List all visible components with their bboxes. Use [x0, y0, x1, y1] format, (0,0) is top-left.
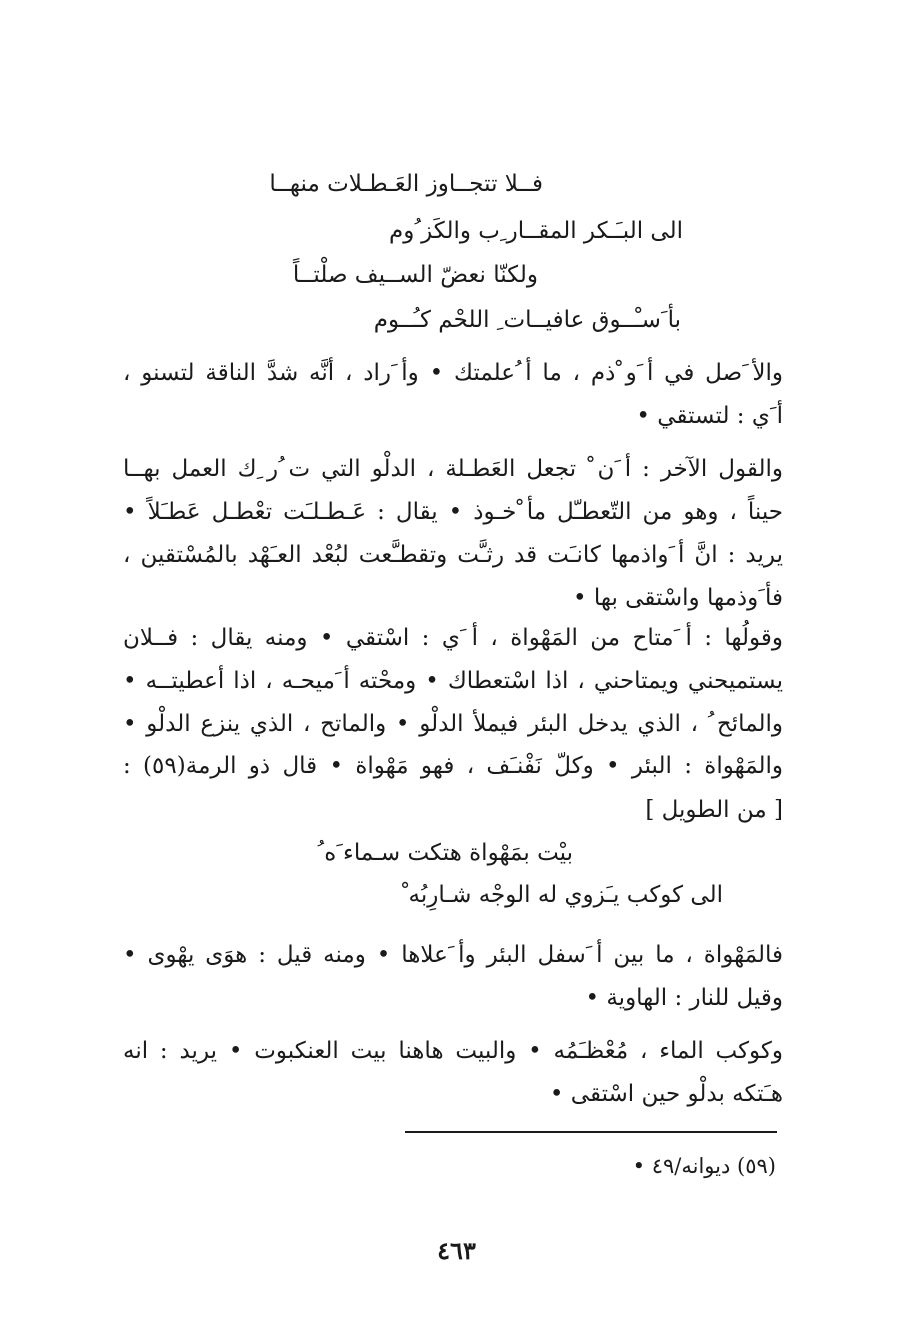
paragraph-1-line-2: أ َي : لتستقي • — [636, 403, 783, 429]
paragraph-3-line-4: والمَهْواة : البئر • وكلّ نَفْنـَف ، فهو مَهْواة • قال ذو الرمة(٥٩) : — [123, 753, 783, 779]
poem-line-1: فــلا تتجــاوز العَـطـلات منهــا — [269, 171, 543, 197]
page-number: ٤٦٣ — [437, 1236, 476, 1265]
paragraph-3-line-1: وقولُها : أ َمتاح من المَهْواة ، أ َي : اسْتقي • ومنه يقال : فــلان — [123, 625, 783, 651]
paragraph-3-line-3: والمائح ُ ، الذي يدخل البئر فيملأ الدلْو • والماتح ، الذي ينزع الدلْو • — [123, 711, 783, 737]
footnote: (٥٩) ديوانه/٤٩ • — [632, 1154, 776, 1178]
poem-line-2: الى البـَـكر المقــار ِب والكَز ُوم — [388, 218, 683, 244]
footnote-divider — [405, 1131, 777, 1133]
paragraph-1-line-1: والأ َصل في أ َو ْذم ، ما أ ُعلمتك • وأ َراد ، أنَّه شدَّ الناقة لتسنو ، — [123, 360, 783, 386]
quoted-verse-line-1: بيْت بمَهْواة هتكت سـماء َه ُ — [317, 840, 573, 866]
paragraph-5-line-2: هـَتكه بدلْو حين اسْتقى • — [549, 1081, 783, 1107]
paragraph-4-line-2: وقيل للنار : الهاوية • — [585, 985, 783, 1011]
paragraph-3-line-2: يستميحني ويمتاحني ، اذا اسْتعطاك • ومحْته أ َميحـه ، اذا أعطيتــه • — [123, 668, 783, 694]
paragraph-4-line-1: فالمَهْواة ، ما بين أ َسفل البئر وأ َعلاها • ومنه قيل : هوَى يهْوى • — [123, 942, 783, 968]
paragraph-3-line-5: [ من الطويل ] — [645, 797, 783, 823]
paragraph-2-line-3: يريد : انَّ أ َواذمها كانـَت قد رثـَّت وتقطـَّعت لبُعْد العـَهْد بالمُسْتقين ، — [123, 542, 783, 568]
paragraph-2-line-1: والقول الآخر : أ َن ْ تجعل العَطـلة ، الدلْو التي ت ُر ِك العمل بهــا — [123, 456, 783, 482]
poem-line-3: ولكنّا نعضّ الســيف صلْتــاً — [292, 262, 538, 288]
paragraph-2-line-2: حيناً ، وهو من التّعطـّل مأ ْخـوذ • يقال : عَـطـلـَت تعْطـل عَطـَلاً • — [123, 499, 783, 525]
quoted-verse-line-2: الى كوكب يـَزوي له الوجْه شـارِبُه ْ — [401, 882, 723, 908]
paragraph-5-line-1: وكوكب الماء ، مُعْظـَمُه • والبيت هاهنا بيت العنكبوت • يريد : انه — [123, 1038, 783, 1064]
paragraph-2-line-4: فأ َوذمها واسْتقى بها • — [572, 585, 783, 611]
poem-line-4: بأ َسـْــوق عافيــات ِ اللحْم كـُــوم — [373, 307, 681, 333]
